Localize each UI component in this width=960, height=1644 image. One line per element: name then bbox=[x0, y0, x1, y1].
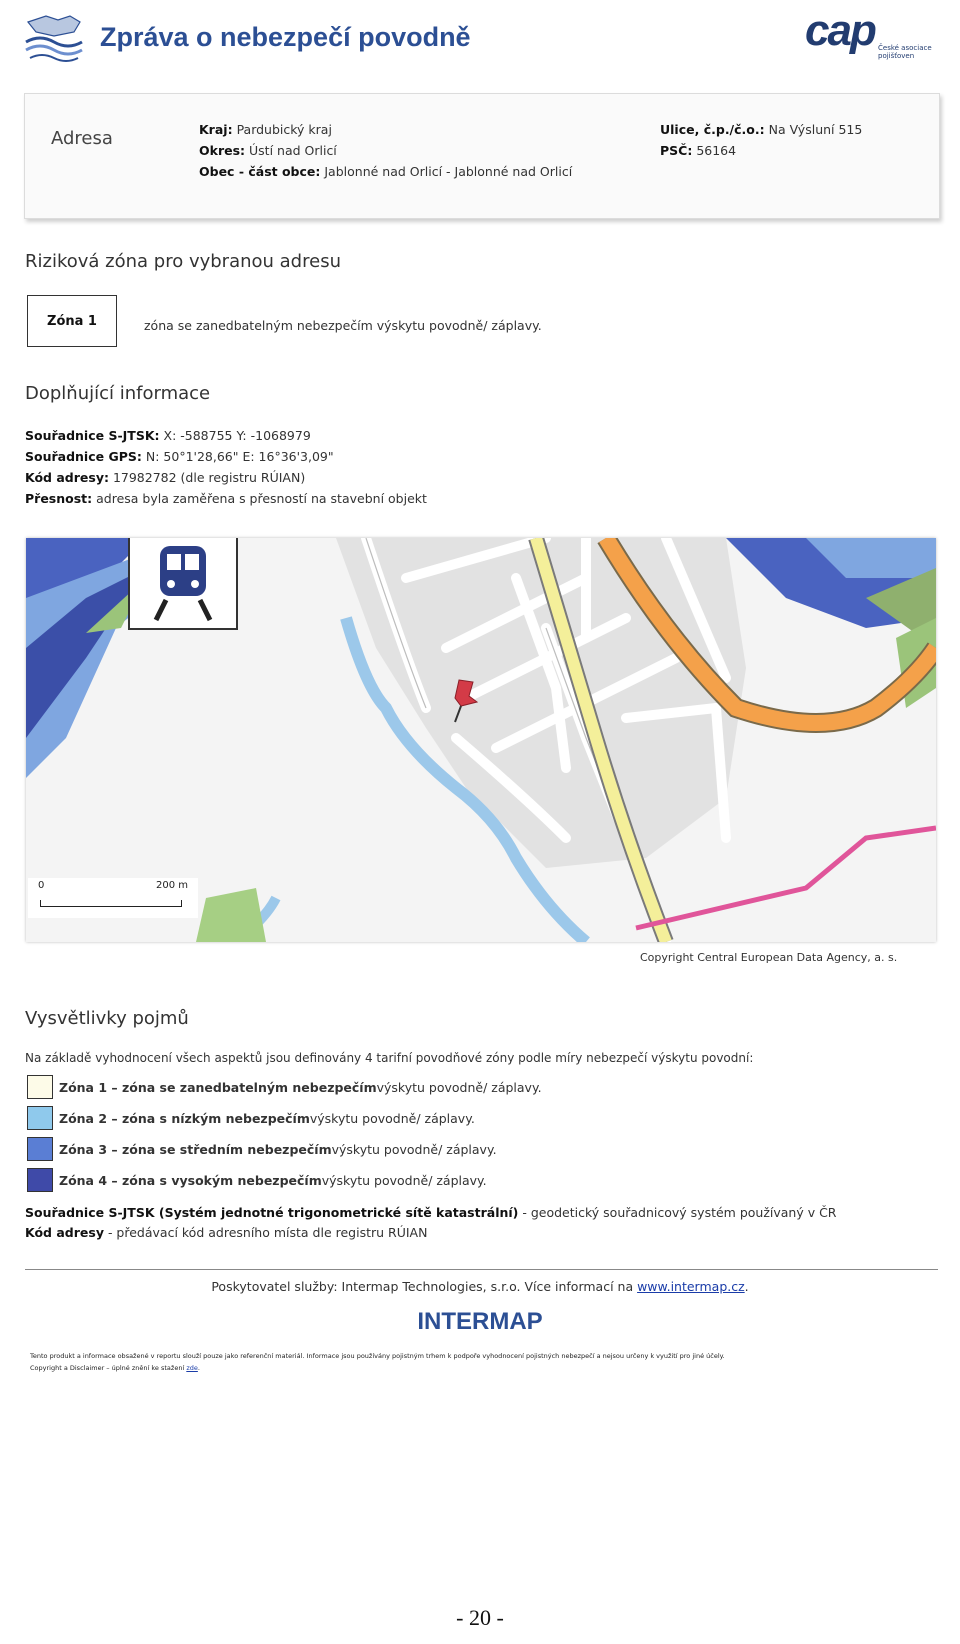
flood-map[interactable] bbox=[26, 538, 936, 942]
location-pin-icon[interactable] bbox=[451, 678, 483, 726]
term-definitions bbox=[25, 1203, 837, 1243]
scale-start-label: 0 bbox=[38, 880, 45, 891]
disclaimer-2-text: Copyright a Disclaimer – úplné znění ke stažení bbox=[30, 1364, 187, 1372]
zone-3-swatch bbox=[27, 1137, 53, 1161]
report-title: Zpráva o nebezpečí povodně bbox=[100, 22, 471, 52]
jtsk-label: Souřadnice S-JTSK: bbox=[25, 428, 160, 443]
train-icon bbox=[130, 538, 236, 628]
address-left-column bbox=[199, 119, 572, 182]
cap-flood-logo-icon bbox=[24, 12, 86, 66]
ulice-value: Na Výsluní 515 bbox=[768, 122, 863, 137]
risk-zone-heading: Riziková zóna pro vybranou adresu bbox=[25, 251, 341, 272]
zone-2-swatch bbox=[27, 1106, 53, 1130]
footer-divider bbox=[25, 1269, 938, 1270]
def-jtsk-term: Souřadnice S-JTSK (Systém jednotné trigonometrické sítě katastrální) bbox=[25, 1205, 519, 1220]
address-box bbox=[24, 93, 940, 219]
disclaimer-2-end: . bbox=[197, 1364, 200, 1372]
obec-label: Obec - část obce: bbox=[199, 164, 321, 179]
zone-4-swatch bbox=[27, 1168, 53, 1192]
disclaimer-link[interactable]: zde bbox=[186, 1364, 198, 1372]
kraj-value: Pardubický kraj bbox=[236, 122, 332, 137]
legend-zone-2-bold: Zóna 2 – zóna s nízkým nebezpečím bbox=[59, 1110, 310, 1126]
additional-info-heading: Doplňující informace bbox=[25, 383, 211, 404]
train-station-marker[interactable] bbox=[128, 538, 238, 630]
accuracy-label: Přesnost: bbox=[25, 491, 93, 506]
obec-value: Jablonné nad Orlicí - Jablonné nad Orlicí bbox=[324, 164, 573, 179]
okres-value: Ústí nad Orlicí bbox=[249, 143, 337, 158]
provider-link[interactable]: www.intermap.cz bbox=[637, 1279, 745, 1294]
def-jtsk-text: - geodetický souřadnicový systém používaný v ČR bbox=[518, 1205, 837, 1220]
cap-logo: cap bbox=[805, 6, 875, 55]
legend-zone-3-rest: výskytu povodně/ záplavy. bbox=[331, 1141, 497, 1157]
gps-label: Souřadnice GPS: bbox=[25, 449, 142, 464]
address-label: Adresa bbox=[51, 128, 113, 149]
scale-end-label: 200 m bbox=[156, 880, 189, 891]
gps-value: N: 50°1'28,66" E: 16°36'3,09" bbox=[145, 449, 334, 464]
provider-line bbox=[0, 1279, 960, 1294]
legend-zone-4-rest: výskytu povodně/ záplavy. bbox=[321, 1172, 487, 1188]
legend-intro: Na základě vyhodnocení všech aspektů jsou definovány 4 tarifní povodňové zóny podle míry nebezpečí výskytu povodní: bbox=[25, 1051, 754, 1065]
disclaimer-line-1: Tento produkt a informace obsažené v reportu slouží pouze jako referenční materiál. Informace jsou používány pojistným trhem k podpoře vyhodnocení pojistných nebezpečí a nejsou určeny k využití pro jiné účely. bbox=[30, 1352, 725, 1360]
provider-end: . bbox=[744, 1279, 749, 1294]
legend-zone-4-bold: Zóna 4 – zóna s vysokým nebezpečím bbox=[59, 1172, 322, 1188]
page-number: - 20 - bbox=[456, 1605, 504, 1630]
provider-text: Poskytovatel služby: Intermap Technologies, s.r.o. Více informací na bbox=[211, 1279, 638, 1294]
legend-zone-1-rest: výskytu povodně/ záplavy. bbox=[376, 1079, 542, 1095]
legend-row-zone-4 bbox=[27, 1168, 487, 1192]
okres-label: Okres: bbox=[199, 143, 246, 158]
legend-row-zone-3 bbox=[27, 1137, 497, 1161]
additional-info-lines bbox=[25, 425, 427, 509]
address-code-label: Kód adresy: bbox=[25, 470, 109, 485]
zone-description: zóna se zanedbatelným nebezpečím výskytu povodně/ záplavy. bbox=[144, 318, 542, 333]
legend-heading: Vysvětlivky pojmů bbox=[25, 1008, 189, 1029]
disclaimer-line-2 bbox=[30, 1364, 200, 1372]
psc-label: PSČ: bbox=[660, 143, 693, 158]
legend-zone-3-bold: Zóna 3 – zóna se středním nebezpečím bbox=[59, 1141, 332, 1157]
zone-badge: Zóna 1 bbox=[27, 295, 117, 347]
psc-value: 56164 bbox=[696, 143, 737, 158]
legend-zone-2-rest: výskytu povodně/ záplavy. bbox=[309, 1110, 475, 1126]
accuracy-value: adresa byla zaměřena s přesností na stavební objekt bbox=[96, 491, 427, 506]
address-code-value: 17982782 (dle registru RÚIAN) bbox=[112, 470, 306, 485]
kraj-label: Kraj: bbox=[199, 122, 233, 137]
intermap-logo: INTERMAP bbox=[417, 1308, 543, 1335]
legend-row-zone-1 bbox=[27, 1075, 542, 1099]
def-address-code-term: Kód adresy bbox=[25, 1225, 104, 1240]
map-copyright: Copyright Central European Data Agency, a. s. bbox=[640, 951, 898, 964]
address-right-column bbox=[660, 119, 862, 161]
def-address-code-text: - předávací kód adresního místa dle registru RÚIAN bbox=[103, 1225, 428, 1240]
zone-1-swatch bbox=[27, 1075, 53, 1099]
map-scale bbox=[28, 878, 198, 918]
legend-zone-1-bold: Zóna 1 – zóna se zanedbatelným nebezpečím bbox=[59, 1079, 377, 1095]
scale-bar bbox=[40, 900, 182, 907]
jtsk-value: X: -588755 Y: -1068979 bbox=[163, 428, 311, 443]
legend-row-zone-2 bbox=[27, 1106, 475, 1130]
cap-logo-subtext: České asociace pojišťoven bbox=[878, 44, 932, 60]
ulice-label: Ulice, č.p./č.o.: bbox=[660, 122, 765, 137]
